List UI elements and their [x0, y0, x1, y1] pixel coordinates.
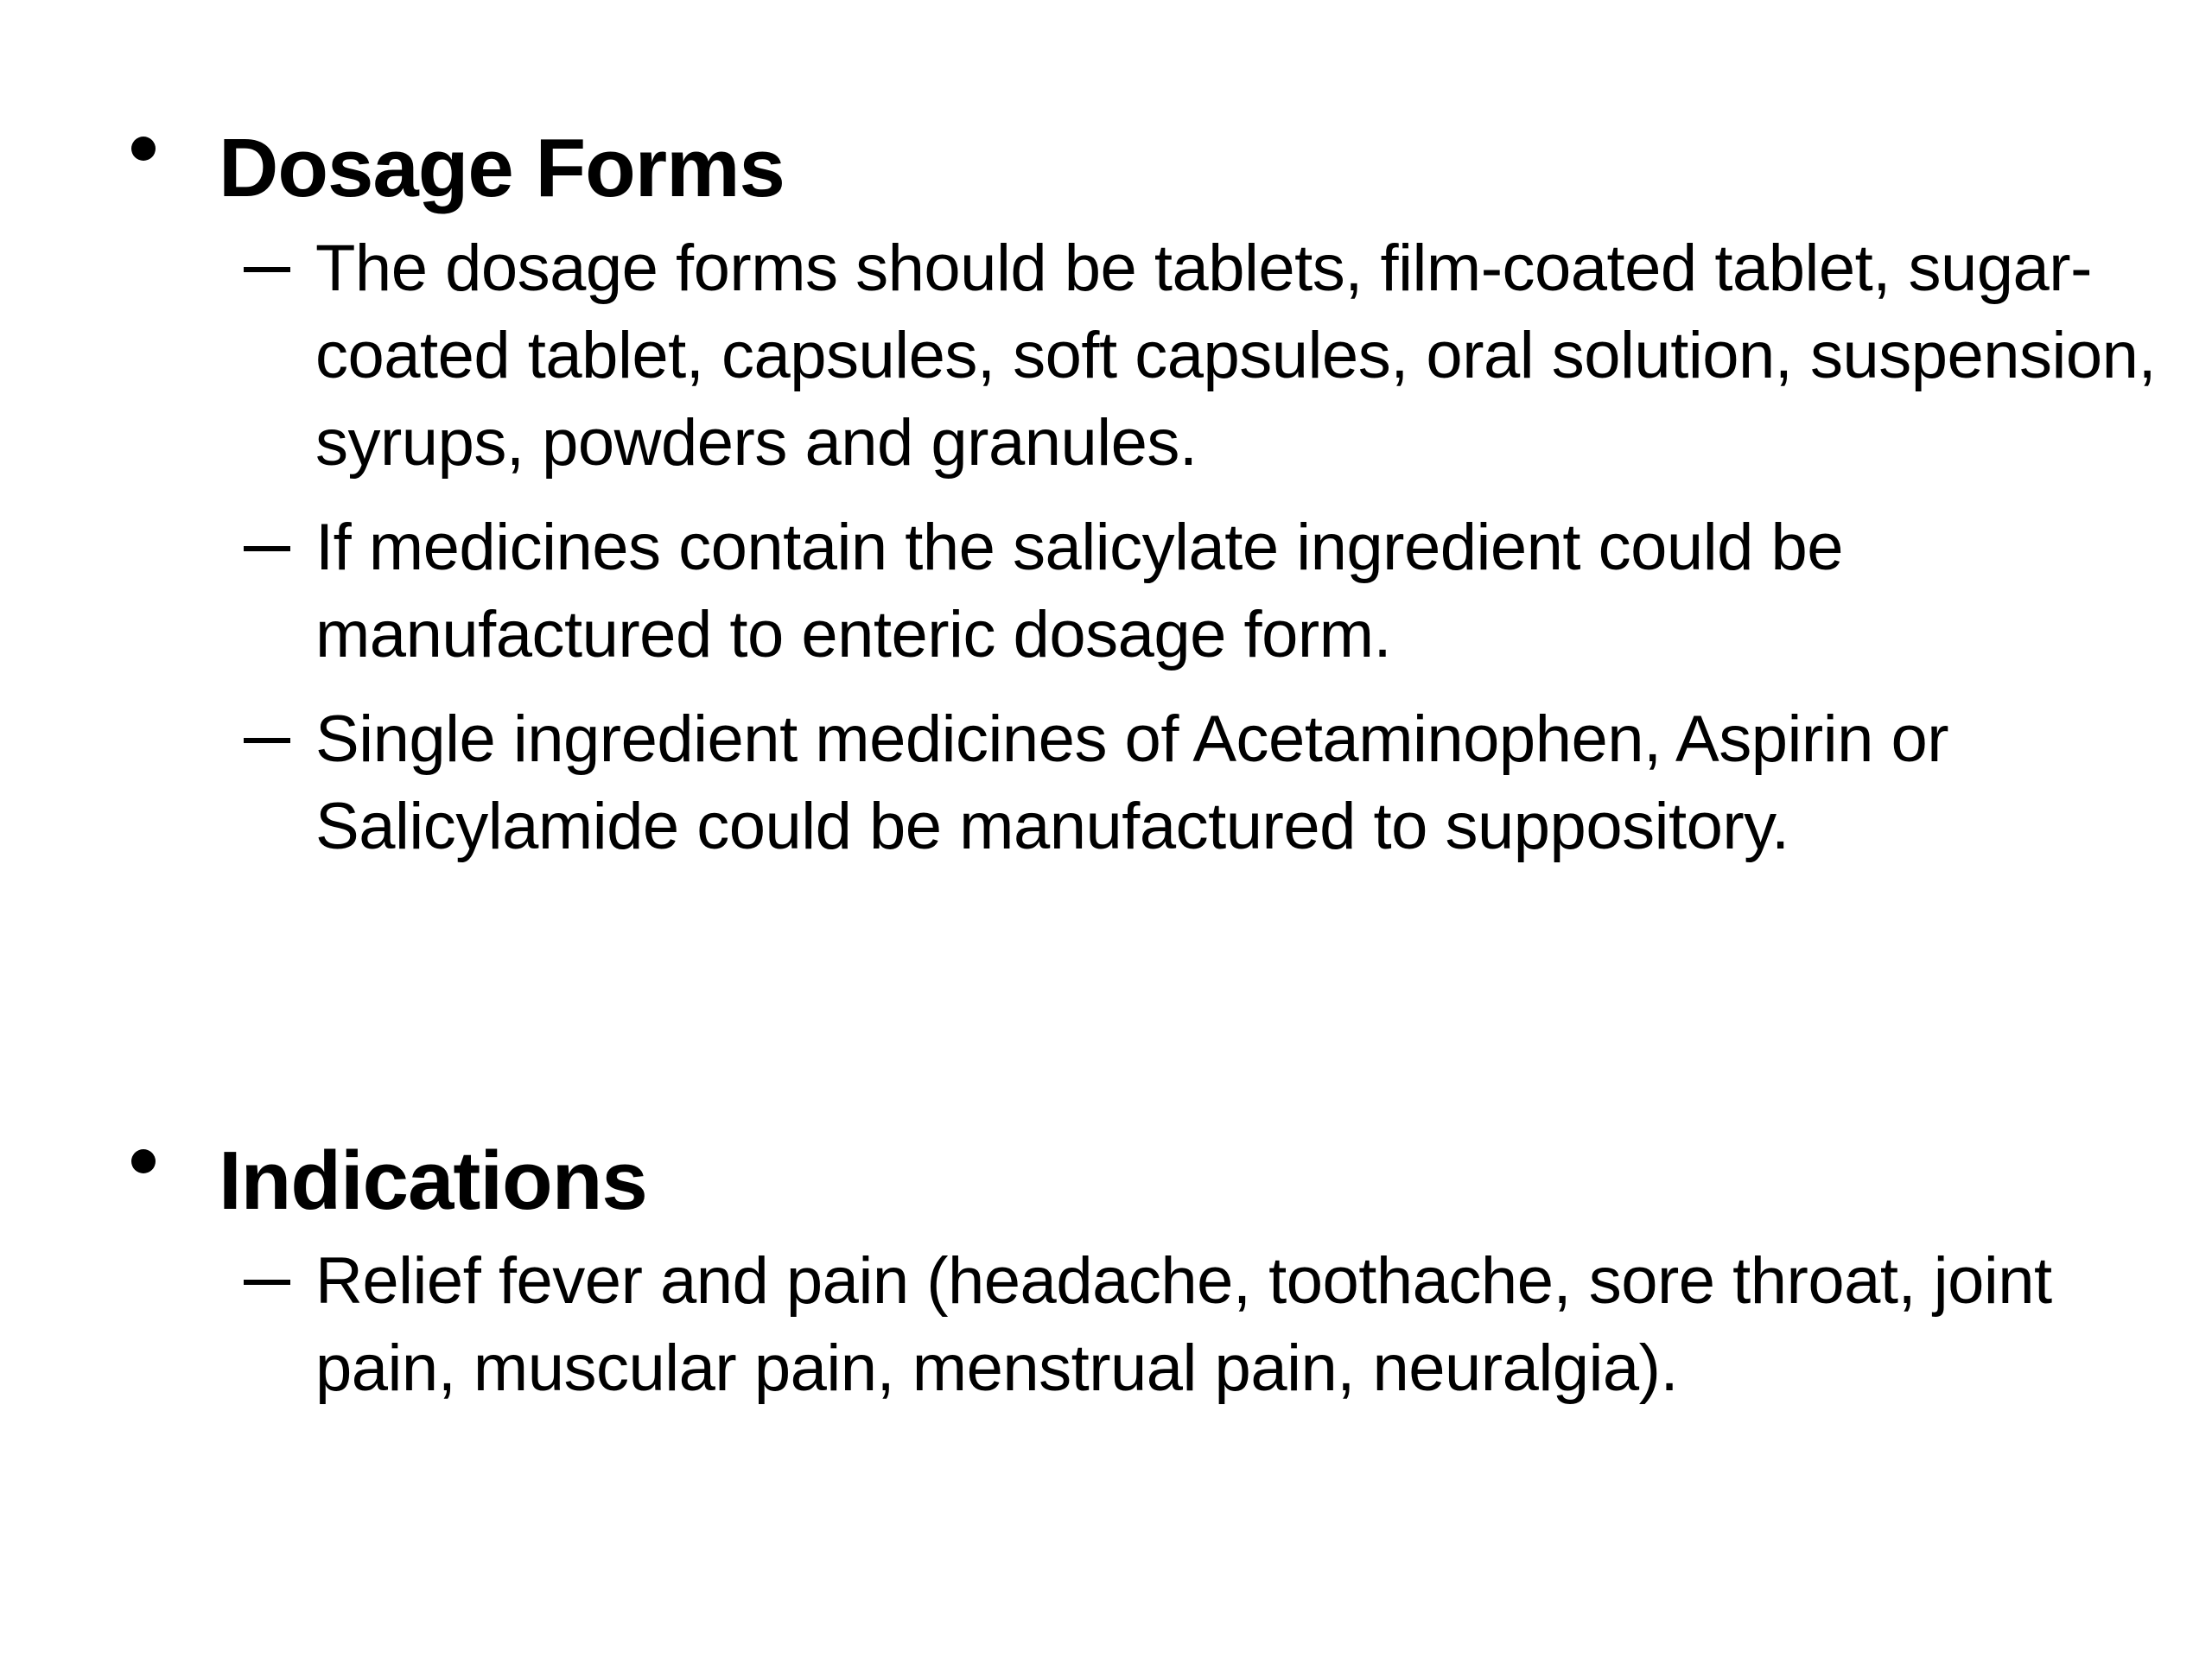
bullet-dot-icon — [131, 1149, 156, 1173]
section-dosage-forms — [0, 112, 2212, 870]
list-item — [0, 504, 2212, 678]
list-item — [0, 1237, 2212, 1412]
dash-icon — [244, 546, 290, 551]
list-item-text: The dosage forms should be tablets, film-coated tablet, sugar-coated tablet, capsules, soft capsules, oral solution, suspension, syrups, powders and granules. — [315, 232, 2157, 480]
heading-row — [0, 1125, 2212, 1237]
list-item — [0, 225, 2212, 486]
section-indications — [0, 1125, 2212, 1412]
heading-row — [0, 112, 2212, 225]
list-item-text: Single ingredient medicines of Acetaminophen, Aspirin or Salicylamide could be manufactured to suppository. — [315, 702, 1949, 863]
dash-icon — [244, 267, 290, 272]
section-heading: Indications — [219, 1135, 647, 1227]
bullet-dot-icon — [131, 137, 156, 161]
list-item — [0, 696, 2212, 870]
dash-icon — [244, 738, 290, 743]
sub-item-list — [0, 1237, 2212, 1412]
dash-icon — [244, 1280, 290, 1285]
list-item-text: If medicines contain the salicylate ingredient could be manufactured to enteric dosage form. — [315, 511, 1843, 671]
section-heading: Dosage Forms — [219, 122, 785, 214]
sub-item-list — [0, 225, 2212, 870]
list-item-text: Relief fever and pain (headache, toothache, sore throat, joint pain, muscular pain, menstrual pain, neuralgia). — [315, 1244, 2052, 1405]
